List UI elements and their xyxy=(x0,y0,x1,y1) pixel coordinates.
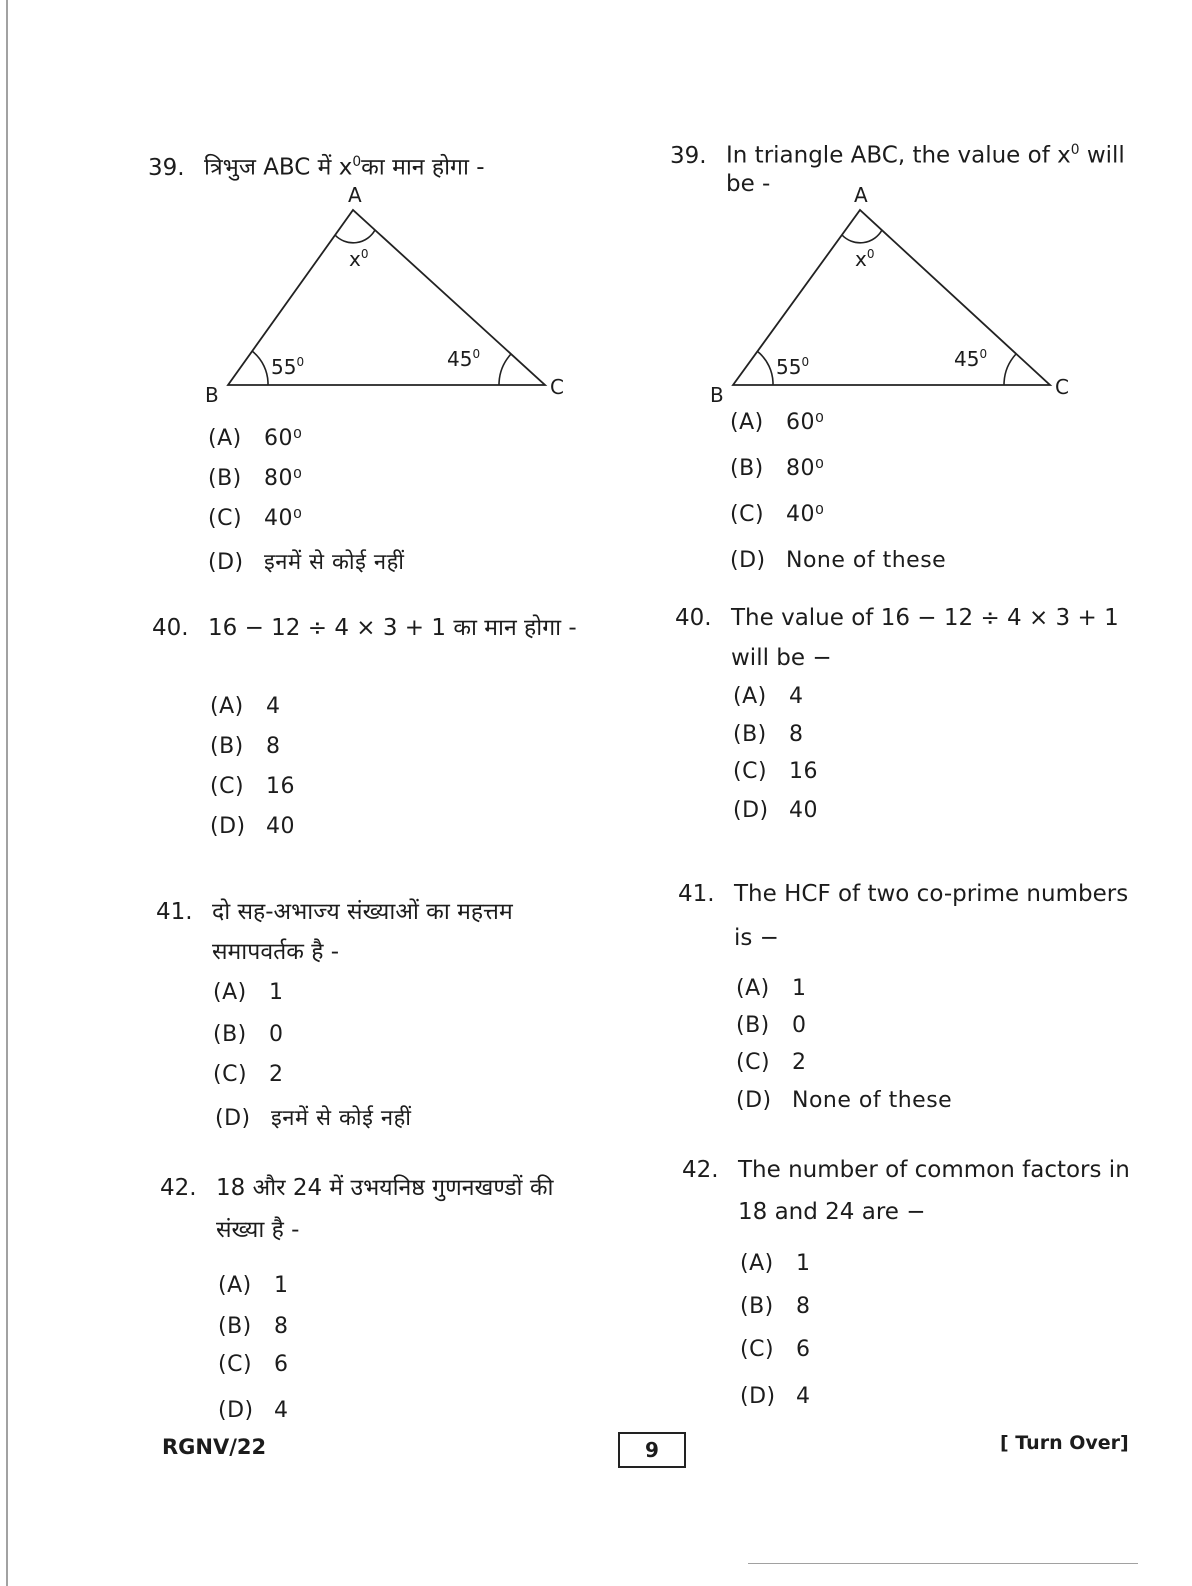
option-label: (C) xyxy=(740,1337,775,1362)
option-label: (D) xyxy=(210,814,246,839)
angle-c-label: $45^0$ xyxy=(447,347,481,371)
option-label: (D) xyxy=(218,1398,254,1423)
question-text: The number of common factors in xyxy=(738,1157,1130,1183)
option-b[interactable] xyxy=(218,1314,289,1339)
question-number: 41. xyxy=(156,899,193,925)
angle-arc-b xyxy=(757,351,773,385)
vertex-c-label: C xyxy=(550,375,564,399)
question-40-english-text xyxy=(675,596,1119,640)
question-number: 40. xyxy=(152,615,189,641)
option-value: 40⁰ xyxy=(264,506,303,531)
page-number: 9 xyxy=(618,1432,686,1468)
option-value: 0 xyxy=(792,1013,807,1038)
angle-a-label: $x^0$ xyxy=(855,247,875,271)
question-number: 41. xyxy=(678,881,715,907)
option-label: (A) xyxy=(213,980,247,1005)
superscript: 0 xyxy=(352,154,362,170)
option-label: (D) xyxy=(730,548,766,573)
option-label: (B) xyxy=(736,1013,770,1038)
option-label: (A) xyxy=(210,694,244,719)
turn-over-label: [ Turn Over] xyxy=(1000,1432,1129,1454)
paper-code: RGNV/22 xyxy=(162,1435,267,1459)
question-39-english-text-line2: be - xyxy=(726,171,771,197)
option-value: None of these xyxy=(792,1088,953,1113)
option-a[interactable] xyxy=(733,684,804,709)
question-41-hindi-text-line2: समापवर्तक है - xyxy=(212,939,340,965)
option-label: (B) xyxy=(208,466,242,491)
left-margin-line xyxy=(6,0,8,1586)
option-value: इनमें से कोई नहीं xyxy=(264,550,405,575)
angle-b-label: $55^0$ xyxy=(271,355,305,379)
option-value: 1 xyxy=(269,980,284,1005)
triangle-abc-diagram-hindi xyxy=(195,180,585,410)
angle-b-label: $55^0$ xyxy=(776,355,810,379)
option-value: 80⁰ xyxy=(786,456,825,481)
question-40-english-text-line2: will be − xyxy=(731,645,832,671)
option-value: 2 xyxy=(269,1062,284,1087)
option-label: (C) xyxy=(218,1352,253,1377)
vertex-c-label: C xyxy=(1055,375,1069,399)
question-number: 40. xyxy=(675,605,712,631)
question-41-english-text-line2: is − xyxy=(734,925,779,951)
question-text: The value of 16 − 12 ÷ 4 × 3 + 1 xyxy=(731,605,1119,631)
option-c[interactable] xyxy=(730,502,824,527)
option-c[interactable] xyxy=(736,1050,807,1075)
option-a[interactable] xyxy=(736,976,807,1001)
question-text: दो सह-अभाज्य संख्याओं का महत्तम xyxy=(212,899,513,925)
option-b[interactable] xyxy=(736,1013,807,1038)
option-b[interactable] xyxy=(208,466,302,491)
angle-arc-c xyxy=(1004,354,1016,385)
option-label: (B) xyxy=(740,1294,774,1319)
vertex-a-label: A xyxy=(348,183,362,207)
option-label: (D) xyxy=(740,1384,776,1409)
option-d[interactable] xyxy=(215,1102,412,1132)
option-value: 4 xyxy=(274,1398,289,1423)
option-label: (B) xyxy=(730,456,764,481)
option-value: 40 xyxy=(266,814,295,839)
question-number: 39. xyxy=(148,154,185,181)
option-b[interactable] xyxy=(730,456,824,481)
option-value: 1 xyxy=(796,1251,811,1276)
option-label: (D) xyxy=(733,798,769,823)
option-value: 0 xyxy=(269,1022,284,1047)
option-b[interactable] xyxy=(213,1022,284,1047)
bottom-rule-line xyxy=(748,1563,1138,1564)
option-value: इनमें से कोई नहीं xyxy=(271,1106,412,1131)
option-label: (C) xyxy=(210,774,245,799)
option-value: None of these xyxy=(786,548,947,573)
option-d[interactable] xyxy=(208,546,405,576)
option-label: (A) xyxy=(736,976,770,1001)
option-label: (B) xyxy=(213,1022,247,1047)
option-value: 6 xyxy=(796,1337,811,1362)
angle-a-label: $x^0$ xyxy=(349,247,369,271)
option-b[interactable] xyxy=(210,734,281,759)
option-label: (A) xyxy=(740,1251,774,1276)
option-value: 4 xyxy=(266,694,281,719)
question-text: The HCF of two co-prime numbers xyxy=(734,881,1129,907)
option-value: 1 xyxy=(792,976,807,1001)
vertex-b-label: B xyxy=(205,383,219,407)
question-text: 16 − 12 ÷ 4 × 3 + 1 का मान होगा - xyxy=(208,615,577,641)
question-text: 18 और 24 में उभयनिष्ठ गुणनखण्डों की xyxy=(216,1175,554,1201)
question-text: का मान होगा - xyxy=(361,154,485,181)
option-value: 8 xyxy=(789,722,804,747)
option-d[interactable] xyxy=(740,1384,811,1409)
option-label: (B) xyxy=(733,722,767,747)
option-c[interactable] xyxy=(218,1352,289,1377)
option-value: 40 xyxy=(789,798,818,823)
angle-c-label: $45^0$ xyxy=(954,347,988,371)
angle-arc-b xyxy=(252,351,268,385)
option-value: 6 xyxy=(274,1352,289,1377)
option-a[interactable] xyxy=(208,426,302,451)
option-value: 8 xyxy=(266,734,281,759)
option-label: (C) xyxy=(736,1050,771,1075)
option-label: (B) xyxy=(218,1314,252,1339)
question-40-hindi-text xyxy=(152,606,577,650)
option-value: 8 xyxy=(274,1314,289,1339)
option-label: (D) xyxy=(215,1106,251,1131)
option-c[interactable] xyxy=(213,1062,284,1087)
question-number: 42. xyxy=(682,1157,719,1183)
question-text: In triangle ABC, the value of x xyxy=(726,142,1071,169)
angle-arc-c xyxy=(499,354,511,385)
option-a[interactable] xyxy=(740,1251,811,1276)
question-number: 39. xyxy=(670,142,707,169)
option-value: 4 xyxy=(789,684,804,709)
option-value: 40⁰ xyxy=(786,502,825,527)
superscript: 0 xyxy=(1070,142,1080,158)
option-c[interactable] xyxy=(733,759,818,784)
option-label: (C) xyxy=(208,506,243,531)
option-d[interactable] xyxy=(218,1398,289,1423)
option-label: (C) xyxy=(733,759,768,784)
option-label: (A) xyxy=(733,684,767,709)
option-value: 60⁰ xyxy=(786,410,825,435)
question-number: 42. xyxy=(160,1175,197,1201)
option-c[interactable] xyxy=(740,1337,811,1362)
option-value: 2 xyxy=(792,1050,807,1075)
option-value: 16 xyxy=(266,774,295,799)
question-text: त्रिभुज ABC में x xyxy=(204,154,353,181)
option-label: (A) xyxy=(218,1273,252,1298)
question-42-hindi-text xyxy=(160,1166,553,1210)
vertex-b-label: B xyxy=(710,383,724,407)
option-b[interactable] xyxy=(740,1294,811,1319)
option-d[interactable] xyxy=(210,814,295,839)
option-c[interactable] xyxy=(210,774,295,799)
angle-arc-a xyxy=(842,230,882,243)
question-text: will xyxy=(1079,142,1125,169)
option-label: (B) xyxy=(210,734,244,759)
angle-arc-a xyxy=(335,230,375,243)
option-a[interactable] xyxy=(730,410,824,435)
option-label: (C) xyxy=(213,1062,248,1087)
option-value: 60⁰ xyxy=(264,426,303,451)
option-d[interactable] xyxy=(730,548,946,573)
question-42-english-text-line2: 18 and 24 are − xyxy=(738,1199,926,1225)
option-label: (C) xyxy=(730,502,765,527)
question-41-hindi-text xyxy=(156,890,513,934)
option-a[interactable] xyxy=(213,980,284,1005)
option-value: 80⁰ xyxy=(264,466,303,491)
option-label: (A) xyxy=(730,410,764,435)
option-value: 1 xyxy=(274,1273,289,1298)
question-41-english-text xyxy=(678,872,1128,916)
option-value: 16 xyxy=(789,759,818,784)
option-label: (A) xyxy=(208,426,242,451)
option-d[interactable] xyxy=(736,1088,952,1113)
option-label: (D) xyxy=(736,1088,772,1113)
question-42-english-text xyxy=(682,1148,1130,1192)
option-value: 4 xyxy=(796,1384,811,1409)
option-a[interactable] xyxy=(218,1273,289,1298)
vertex-a-label: A xyxy=(854,183,868,207)
option-label: (D) xyxy=(208,550,244,575)
option-a[interactable] xyxy=(210,694,281,719)
option-d[interactable] xyxy=(733,798,818,823)
option-value: 8 xyxy=(796,1294,811,1319)
option-c[interactable] xyxy=(208,506,302,531)
question-42-hindi-text-line2: संख्या है - xyxy=(216,1217,300,1243)
triangle-abc-diagram-english xyxy=(700,180,1090,410)
option-b[interactable] xyxy=(733,722,804,747)
